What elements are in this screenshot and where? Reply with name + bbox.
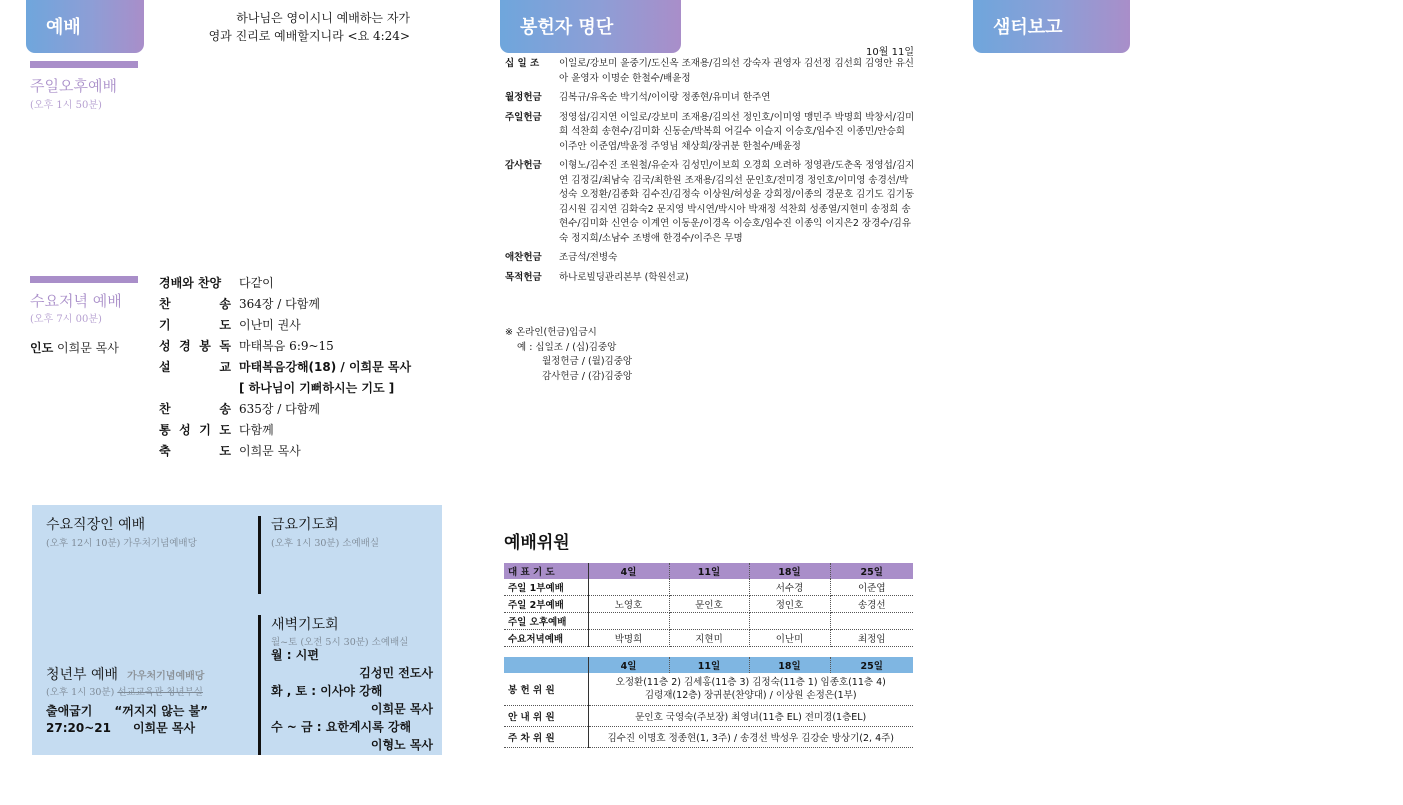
- dawn-prayer-title: 새벽기도회: [271, 617, 339, 633]
- order-row: [159, 378, 411, 399]
- youth-sermon-book: 출애굽기: [46, 704, 93, 718]
- row-label: 주일 오후예배: [504, 613, 588, 630]
- sunday-afternoon-time: (오후 1시 50분): [30, 100, 102, 111]
- donor-row: [505, 251, 917, 266]
- dawn-schedule: [271, 646, 433, 754]
- youth-sermon-title: “꺼지지 않는 불”: [114, 704, 209, 718]
- order-of-service: [159, 273, 411, 462]
- youth-worship-time: [46, 684, 203, 698]
- table-cell: 이준엽: [830, 579, 913, 596]
- section-bar: [30, 276, 138, 283]
- table-row: [504, 596, 913, 613]
- volunteer-table: [504, 657, 913, 748]
- row-label: 봉 헌 위 원: [504, 673, 588, 706]
- dawn-day: 월 : 시편: [271, 648, 319, 662]
- worship-tab: 예배: [26, 0, 144, 53]
- header-cell: 11일: [669, 657, 749, 673]
- dawn-day: 수 ~ 금 : 요한계시록 강해: [271, 720, 412, 734]
- donor-row: [505, 91, 917, 106]
- youth-preacher: 이희문 목사: [132, 721, 196, 735]
- youth-time: (오후 1시 30분): [46, 687, 115, 698]
- offering-volunteers: 오정환(11층 2) 김세홍(11층 3) 김정숙(11층 1) 임종호(11층 4): [615, 677, 886, 688]
- table-header-row: [504, 563, 913, 579]
- row-label: 수요저녁예배: [504, 630, 588, 647]
- wednesday-evening-time: (오후 7시 00분): [30, 314, 102, 325]
- order-value: 364장 / 다함께: [239, 297, 320, 311]
- donor-list: [505, 57, 917, 290]
- donor-category: 월정헌금: [505, 92, 542, 103]
- order-row: [159, 336, 411, 357]
- table-cell: [588, 579, 669, 596]
- table-row: [504, 727, 913, 748]
- order-value: 마태복음강해(18) / 이희문 목사: [239, 360, 412, 374]
- youth-sermon: [46, 703, 208, 737]
- table-cell: [588, 673, 913, 706]
- order-label: 설 교: [159, 360, 231, 374]
- wednesday-workers-time: (오후 12시 10분) 가우처기념예배당: [46, 538, 197, 549]
- divider: [258, 615, 261, 755]
- order-label: 기 도: [159, 318, 231, 332]
- donor-names: 이형노/김수진 조원철/유순자 김성민/이보희 오경희 오려하 정영관/도춘옥 정영섭/김지연 김정길/최남숙 김국/최한원 조재용/김의선 문인호/전미경 정인호/이미영 송경선/박성숙 오정환/김종화 김수진/김정숙 이상원/허성윤 강희정/이종의 경문호 김기도 김기동 김시원 김지연 김화숙2 문지영 박시연/박시아 박재정 석찬희 성종열/지현미 송정희 송현수/김미화 신연승 이계연 이동운/이경옥 이승호/임수진 이종익 이지은2 장경수/김유숙 정지희/소남수 조병애 한경수/이주은 무명: [559, 160, 915, 244]
- header-cell: 25일: [830, 657, 913, 673]
- youth-worship-title: 청년부 예배: [46, 667, 119, 683]
- order-value: 이희문 목사: [239, 444, 301, 458]
- table-cell: 이난미: [749, 630, 830, 647]
- order-value: 이난미 권사: [239, 318, 301, 332]
- donor-category: 애찬헌금: [505, 252, 542, 263]
- donor-names: 김복규/유옥순 박기석/이이랑 정종현/유미녀 한주연: [559, 92, 771, 103]
- row-label: 주 차 위 원: [504, 727, 588, 748]
- donors-tab: 봉헌자 명단: [500, 0, 681, 53]
- order-label: 경배와 찬양: [159, 276, 222, 290]
- other-services-box: [32, 505, 442, 755]
- table-cell: 정인호: [749, 596, 830, 613]
- worship-leader: [30, 339, 119, 356]
- donor-category: 목적헌금: [505, 271, 542, 283]
- table-cell: 송경선: [830, 596, 913, 613]
- header-cell: 18일: [749, 657, 830, 673]
- divider: [258, 516, 261, 594]
- donor-names: 하나로빌딩관리본부 (학원선교): [559, 271, 689, 283]
- sermon-subtitle: [ 하나님이 기뻐하시는 기도 ]: [239, 381, 395, 395]
- table-cell: 김수진 이명호 정종현(1, 3주) / 송경선 박성우 김강순 방상기(2, 4주): [588, 727, 913, 748]
- table-cell: 지현미: [669, 630, 749, 647]
- verse-line-2: 영과 진리로 예배할지니라 <요 4:24>: [208, 29, 410, 43]
- table-cell: 문인호: [669, 596, 749, 613]
- row-label: 주일 2부예배: [504, 596, 588, 613]
- table-cell: [588, 613, 669, 630]
- order-value: 마태복음 6:9~15: [239, 339, 334, 353]
- donor-category: 주일헌금: [505, 111, 542, 123]
- leader-name: 이희문 목사: [57, 341, 119, 355]
- header-cell: [504, 657, 588, 673]
- order-row: [159, 315, 411, 336]
- donor-row: [505, 111, 917, 155]
- donor-row: [505, 159, 917, 246]
- order-value: 635장 / 다함께: [239, 402, 320, 416]
- header-cell: 25일: [830, 563, 913, 579]
- header-cell: 11일: [669, 563, 749, 579]
- youth-sermon-ref: 27:20~21: [46, 721, 111, 735]
- table-row: [504, 579, 913, 596]
- table-cell: 박명희: [588, 630, 669, 647]
- table-row: [504, 706, 913, 727]
- youth-worship-heading: [46, 664, 204, 684]
- order-value: 다함께: [239, 423, 274, 437]
- order-row: [159, 294, 411, 315]
- table-cell: [830, 613, 913, 630]
- order-label: 찬 송: [159, 402, 231, 416]
- dawn-prayer-time: 월~토 (오전 5시 30분) 소예배실: [271, 637, 409, 648]
- table-header-row: [504, 657, 913, 673]
- section-bar: [30, 61, 138, 68]
- order-label: 찬 송: [159, 297, 231, 311]
- donor-row: [505, 57, 917, 86]
- table-cell: 문인호 국영숙(주보장) 최영녀(11층 EL) 전미경(1층EL): [588, 706, 913, 727]
- order-row: [159, 399, 411, 420]
- dawn-speaker: 김성민 전도사: [359, 666, 433, 680]
- table-row: [504, 613, 913, 630]
- table-row: [504, 630, 913, 647]
- donor-category: 감사헌금: [505, 160, 542, 171]
- verse-line-1: 하나님은 영이시니 예배하는 자가: [236, 11, 410, 25]
- offering-volunteers-2: 김령재(12층) 장귀분(찬양대) / 이상원 손정은(1부): [644, 690, 857, 701]
- order-label: 축 도: [159, 444, 231, 458]
- table-cell: [669, 579, 749, 596]
- row-label: 안 내 위 원: [504, 706, 588, 727]
- friday-prayer-title: 금요기도회: [271, 517, 339, 533]
- donor-names: 조금석/전병숙: [559, 252, 618, 263]
- header-cell: 대 표 기 도: [504, 563, 588, 579]
- prayer-schedule-table: [504, 563, 913, 647]
- table-cell: 노영호: [588, 596, 669, 613]
- online-offering-notice: [505, 326, 632, 384]
- notice-line: ※ 온라인(헌금)입금시: [505, 327, 597, 338]
- leader-label: 인도: [30, 341, 54, 355]
- wednesday-evening-title: 수요저녁 예배: [30, 292, 122, 310]
- scripture-verse: [180, 9, 410, 45]
- table-cell: 서수경: [749, 579, 830, 596]
- shelter-report-tab: 샘터보고: [973, 0, 1130, 53]
- order-value: 다같이: [239, 276, 274, 290]
- youth-old-place: 선교교육관 청년부실: [117, 687, 203, 698]
- donor-names: 이일로/강보미 윤중기/도신옥 조재용/김의선 강숙자 권영자 김선정 김선희 김영안 유신아 윤영자 이명순 한철수/배윤정: [559, 58, 914, 84]
- donor-date: 10월 11일: [866, 47, 914, 58]
- table-cell: [749, 613, 830, 630]
- order-row: [159, 420, 411, 441]
- row-label: 주일 1부예배: [504, 579, 588, 596]
- header-cell: 18일: [749, 563, 830, 579]
- order-row: [159, 273, 411, 294]
- dawn-speaker: 이형노 목사: [370, 738, 433, 752]
- order-row: [159, 357, 411, 378]
- order-label: 통 성 기 도: [159, 423, 231, 437]
- header-cell: 4일: [588, 563, 669, 579]
- header-cell: 4일: [588, 657, 669, 673]
- donor-row: [505, 271, 917, 286]
- donor-names: 정영섭/김지연 이일로/강보미 조재용/김의선 정인호/이미영 맹민주 박명희 박창서/김미희 석찬희 송현수/김미화 신동순/박복희 어길수 이슬지 이승호/임수진 이종민/안승희 이주안 이준엽/박윤정 주영님 채상희/장귀분 한철수/배윤정: [559, 111, 915, 152]
- notice-line: 월정헌금 / (월)김중앙: [542, 356, 633, 367]
- order-row: [159, 441, 411, 462]
- order-label: 성 경 봉 독: [159, 339, 231, 353]
- dawn-speaker: 이희문 목사: [370, 702, 433, 716]
- donor-category: 십 일 조: [505, 58, 540, 69]
- committee-title: 예배위원: [504, 533, 570, 553]
- table-row: [504, 673, 913, 706]
- table-cell: [669, 613, 749, 630]
- notice-line: 예 : 십일조 / (십)김중앙: [517, 341, 617, 353]
- sunday-afternoon-title: 주일오후예배: [30, 77, 117, 95]
- table-cell: 최정임: [830, 630, 913, 647]
- youth-worship-place: 가우처기념예배당: [127, 671, 205, 682]
- friday-prayer-time: (오후 1시 30분) 소예배실: [271, 538, 380, 549]
- dawn-day: 화 , 토 : 이사야 강해: [271, 684, 383, 698]
- notice-line: 감사헌금 / (감)김중앙: [542, 370, 633, 382]
- wednesday-workers-title: 수요직장인 예배: [46, 517, 146, 533]
